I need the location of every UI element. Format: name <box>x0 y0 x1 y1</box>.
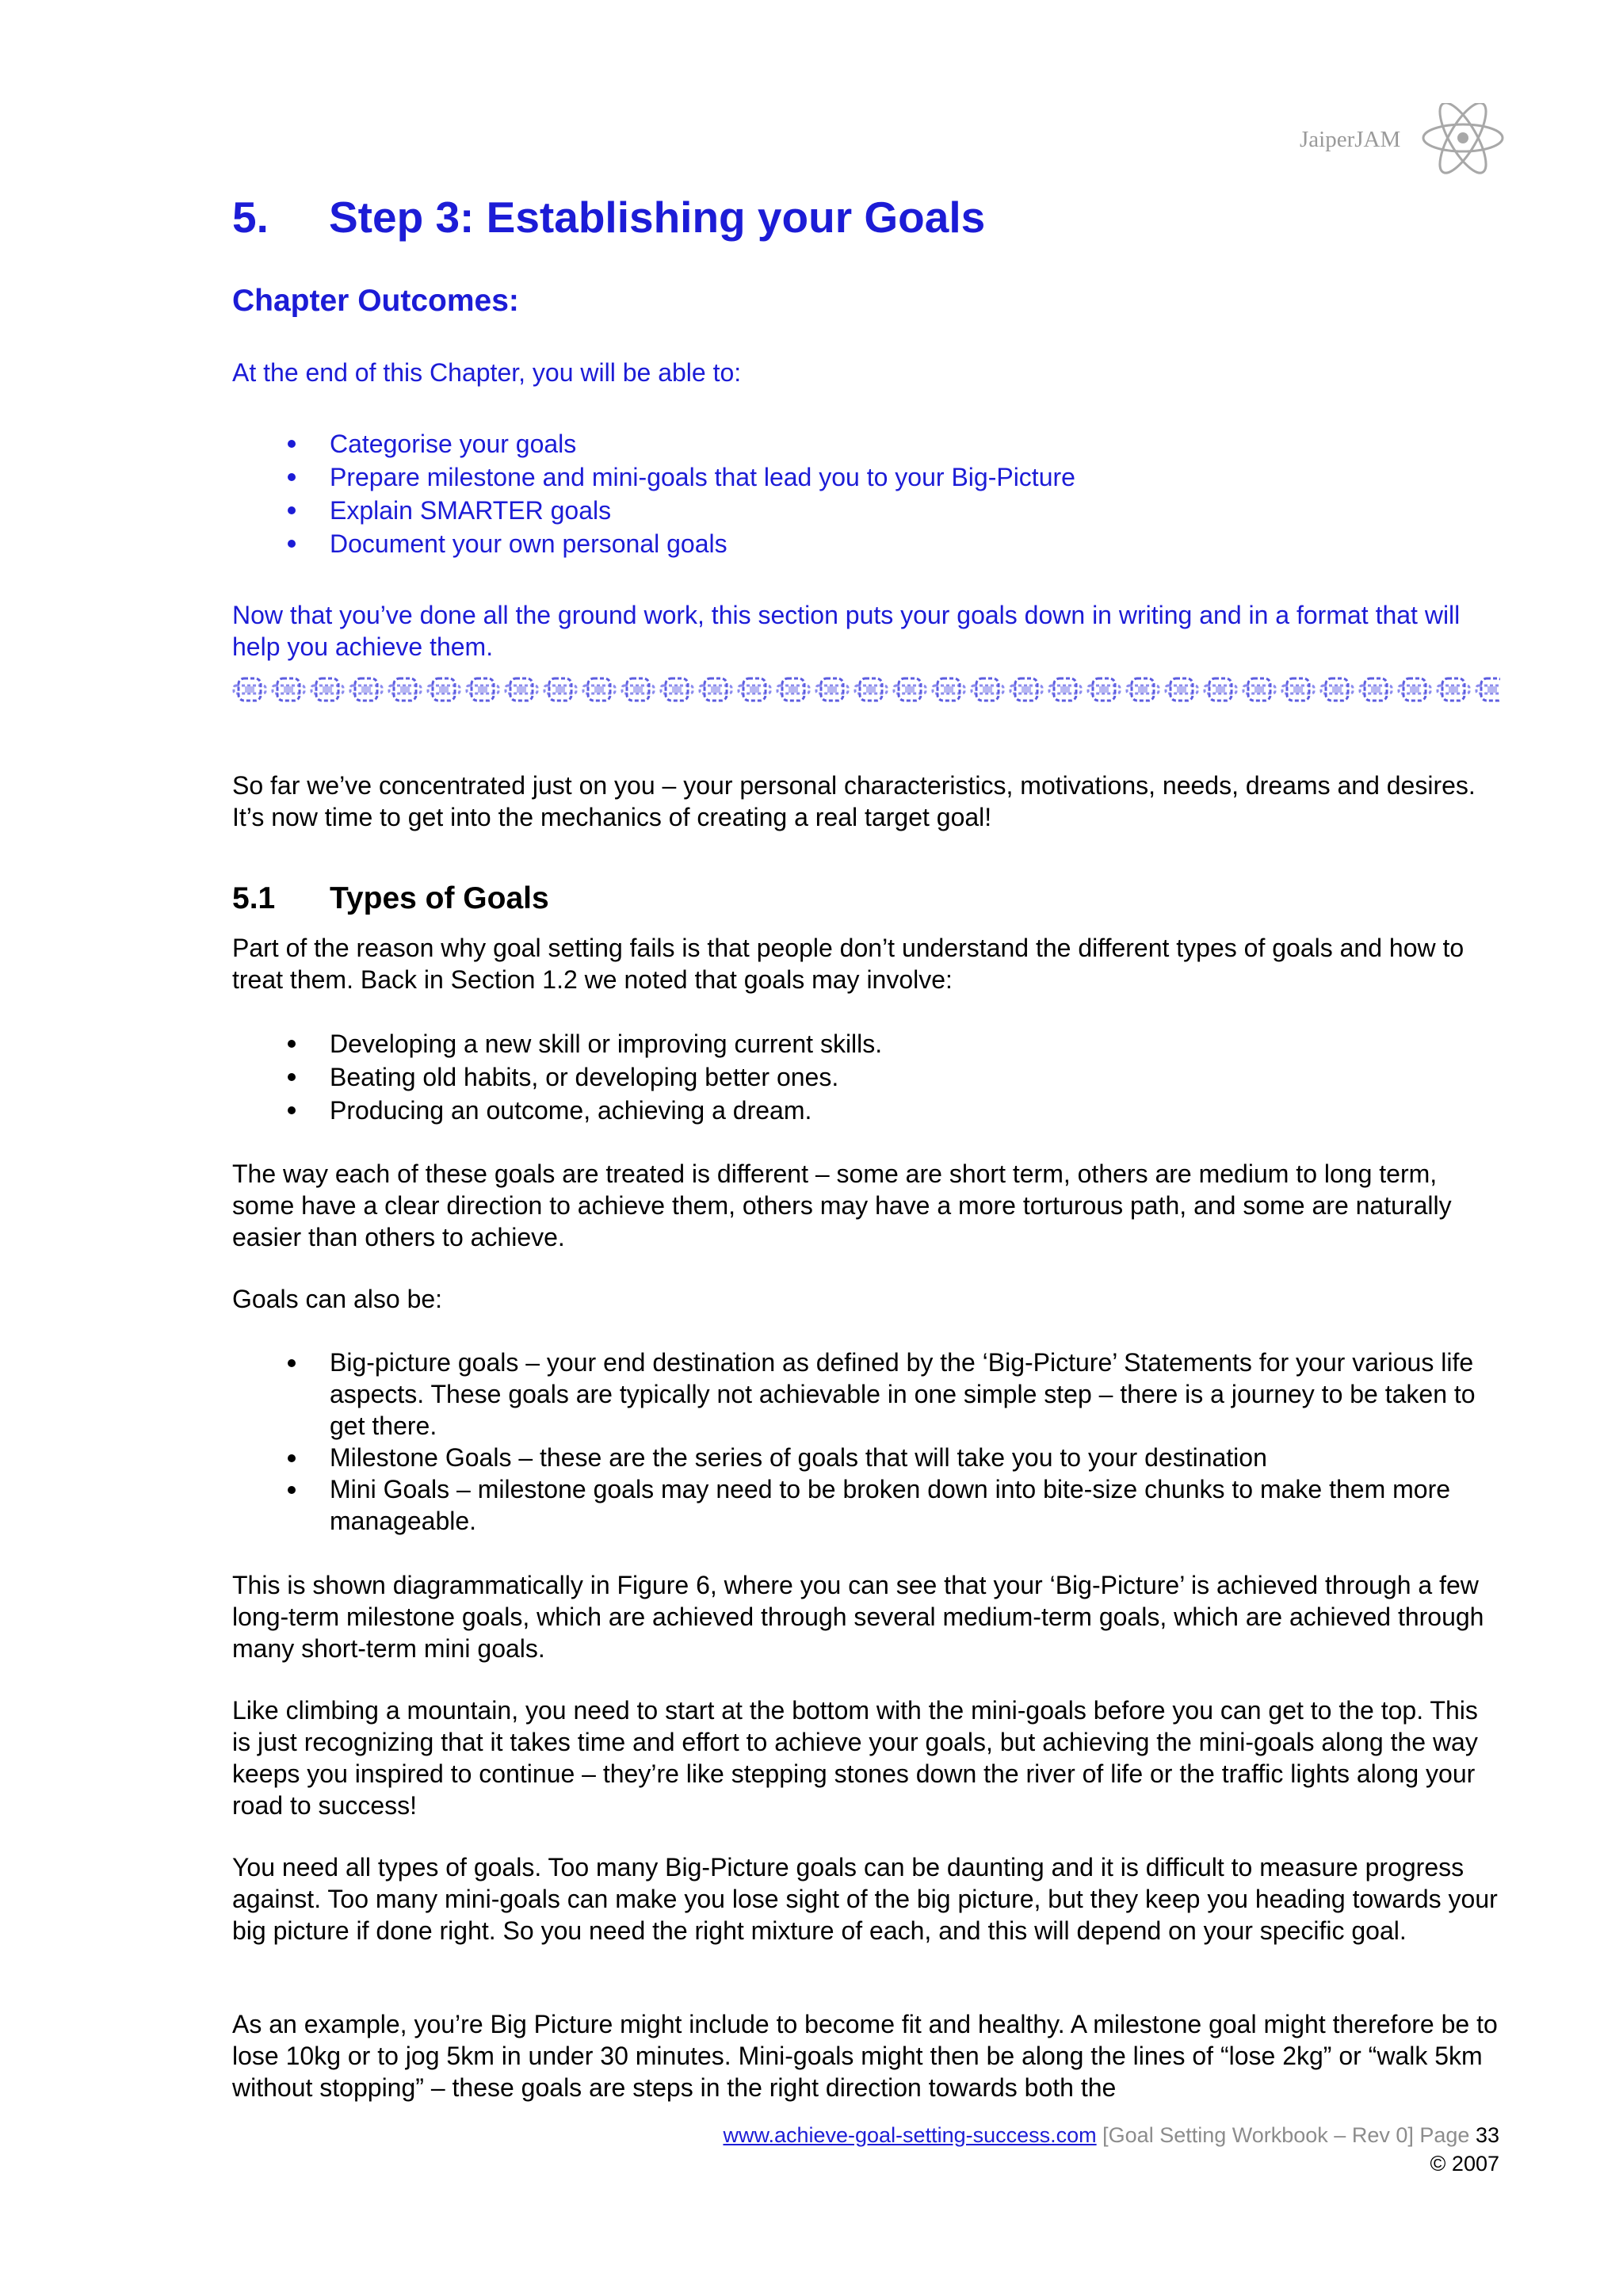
list-item: Explain SMARTER goals <box>232 494 1500 527</box>
chapter-title: Step 3: Establishing your Goals <box>329 193 986 242</box>
page-number: 33 <box>1475 2123 1499 2147</box>
body-paragraph: The way each of these goals are treated is different – some are short term, others are medium to long term, some have a clear direction to achieve them, others may have a more torturous path, and some are naturally easier than others to achieve. <box>232 1159 1452 1251</box>
section-heading <box>232 881 549 916</box>
list-item: Document your own personal goals <box>232 527 1500 560</box>
outcomes-list <box>232 427 1500 560</box>
list-item: Prepare milestone and mini-goals that lead you to your Big-Picture <box>232 460 1500 494</box>
list-item: Categorise your goals <box>232 427 1500 460</box>
goal-types-list <box>232 1347 1500 1537</box>
list-item: Milestone Goals – these are the series of goals that will take you to your destination <box>232 1442 1500 1473</box>
body-paragraph: Part of the reason why goal setting fails is that people don’t understand the different types of goals and how to treat them. Back in Section 1.2 we noted that goals may involve: <box>232 934 1465 994</box>
list-item: Producing an outcome, achieving a dream. <box>232 1094 1500 1127</box>
page-footer <box>723 2121 1499 2178</box>
copyright: © 2007 <box>1430 2152 1499 2176</box>
logo-text: JaiperJAM <box>1300 127 1401 152</box>
decorative-divider <box>232 676 1500 703</box>
body-paragraph: You need all types of goals. Too many Big-Picture goals can be daunting and it is difficult to measure progress against. Too many mini-goals can make you lose sight of the big picture, but they keep you heading towards your big picture if done right. So you need the right mixture of each, and this will depend on your specific goal. <box>232 1853 1498 1945</box>
list-item: Mini Goals – milestone goals may need to be broken down into bite-size chunks to make them more manageable. <box>232 1473 1500 1537</box>
chapter-number: 5. <box>232 193 269 242</box>
jaiperjam-logo <box>1300 103 1514 174</box>
body-paragraph: Like climbing a mountain, you need to start at the bottom with the mini-goals before you can get to the top. This is just recognizing that it takes time and effort to achieve your goals, but achieving the mini-goals along the way keeps you inspired to continue – they’re like stepping stones down the river of life or the traffic lights along your road to success! <box>232 1696 1478 1820</box>
website-link[interactable]: www.achieve-goal-setting-success.com <box>723 2123 1097 2147</box>
document-label: [Goal Setting Workbook – Rev 0] <box>1102 2123 1414 2147</box>
chapter-heading <box>232 192 985 243</box>
outcomes-heading: Chapter Outcomes: <box>232 284 519 318</box>
body-paragraph: So far we’ve concentrated just on you – your personal characteristics, motivations, needs, dreams and desires. It’s now time to get into the mechanics of creating a real target goal! <box>232 771 1476 831</box>
goal-involvement-list <box>232 1027 1500 1127</box>
body-paragraph: As an example, you’re Big Picture might include to become fit and healthy. A milestone goal might therefore be to lose 10kg or to jog 5km in under 30 minutes. Mini-goals might then be along the lines of “lose 2kg” or “walk 5km without stopping” – these goals are steps in the right direction towards both the <box>232 2010 1498 2102</box>
atom-icon <box>1419 103 1507 176</box>
page-label: Page <box>1419 2123 1470 2147</box>
body-paragraph: Goals can also be: <box>232 1285 443 1313</box>
section-number: 5.1 <box>232 881 276 915</box>
list-item: Beating old habits, or developing better ones. <box>232 1060 1500 1094</box>
chapter-summary: Now that you’ve done all the ground work, this section puts your goals down in writing and in a format that will help you achieve them. <box>232 601 1461 661</box>
list-item: Developing a new skill or improving current skills. <box>232 1027 1500 1060</box>
outcomes-intro: At the end of this Chapter, you will be able to: <box>232 358 742 387</box>
body-paragraph: This is shown diagrammatically in Figure 6, where you can see that your ‘Big-Picture’ is achieved through a few long-term milestone goals, which are achieved through several medium-term goals, which are achieved through many short-term mini goals. <box>232 1571 1484 1663</box>
section-title: Types of Goals <box>330 881 549 915</box>
list-item: Big-picture goals – your end destination as defined by the ‘Big-Picture’ Statements for your various life aspects. These goals are typically not achievable in one simple step – there is a journey to be taken to get there. <box>232 1347 1500 1442</box>
